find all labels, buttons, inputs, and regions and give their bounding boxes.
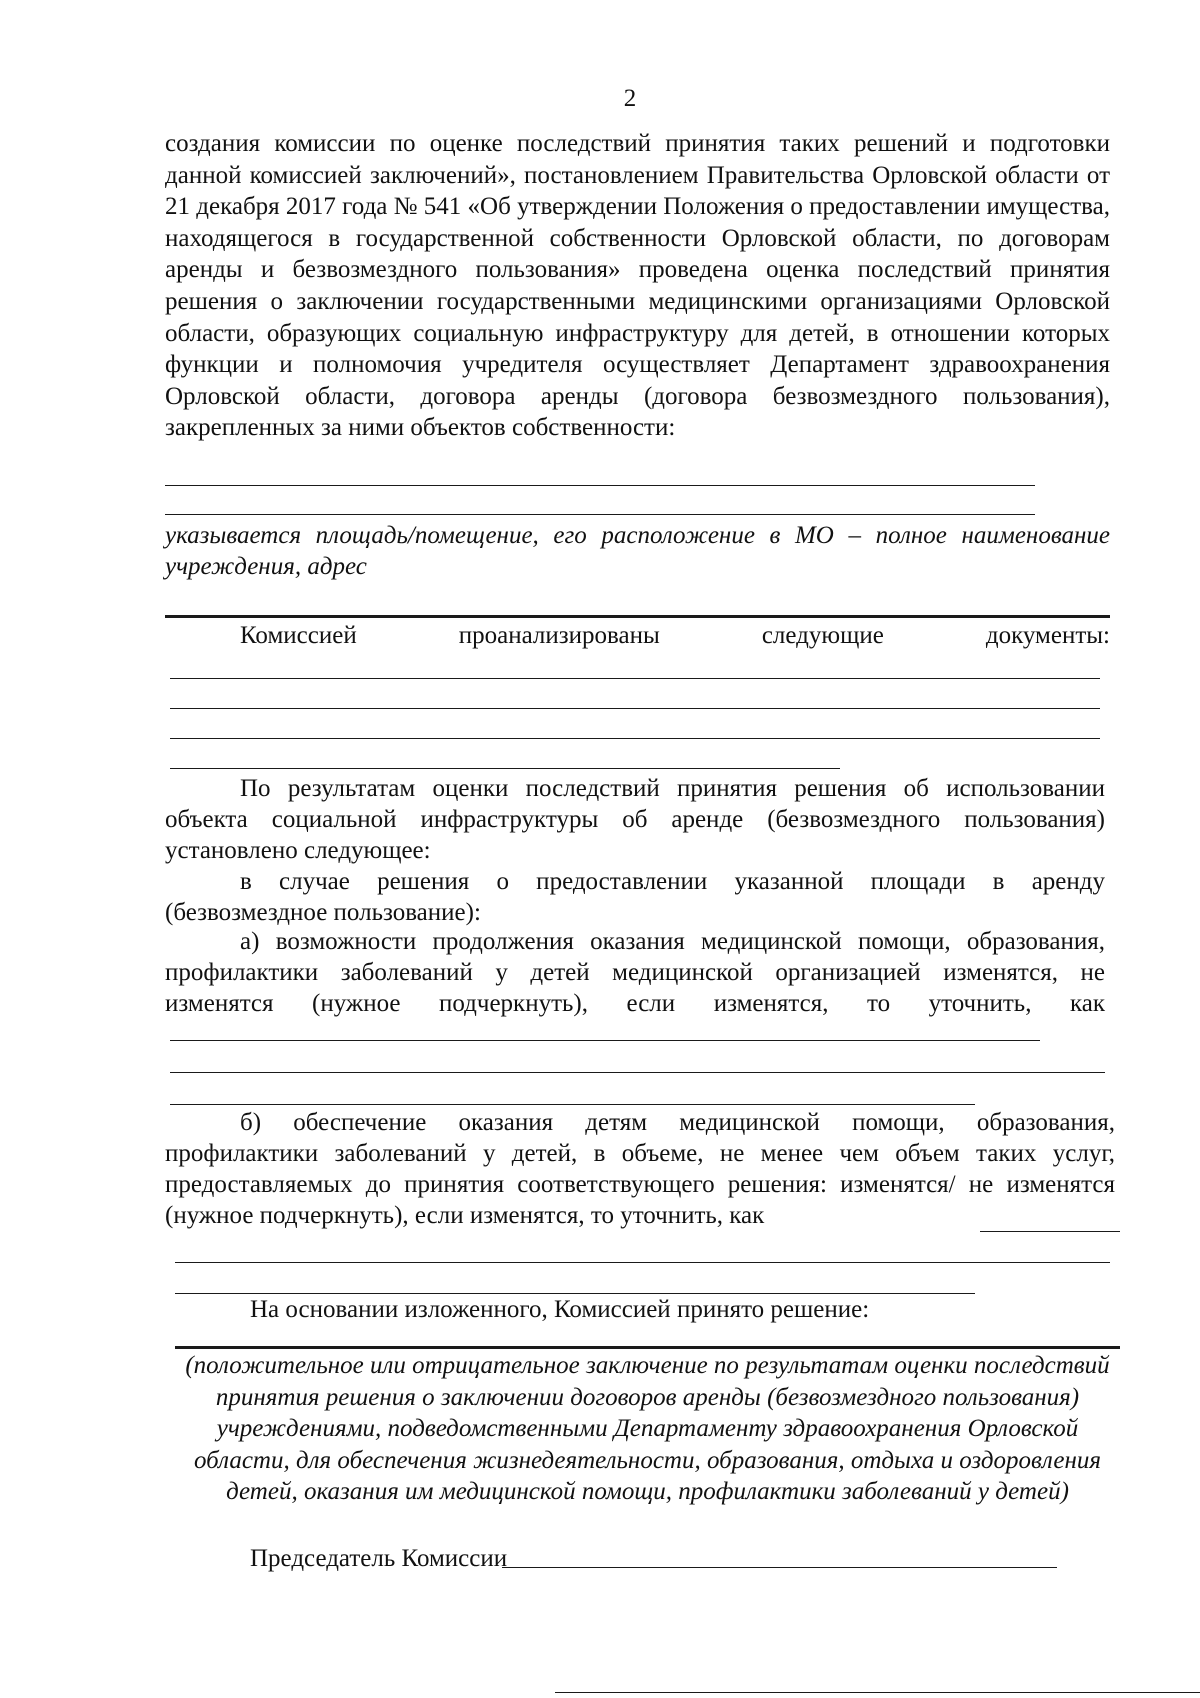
object-blank-line[interactable]	[165, 485, 1035, 486]
object-blank-line[interactable]	[165, 514, 1035, 515]
object-field-underline[interactable]	[165, 615, 1110, 618]
footer-line	[555, 1692, 1200, 1693]
documents-word: документы:	[985, 622, 1110, 649]
results-paragraph: По результатам оценки последствий принятия решения об использовании объекта социальной инфраструктуры об аренде (безвозмездного пользования) установлено следующее:	[165, 775, 1105, 864]
item-b-blank-line[interactable]	[175, 1262, 1110, 1263]
documents-heading	[240, 620, 1110, 651]
page-number: 2	[623, 85, 637, 112]
item-b-paragraph: б) обеспечение оказания детям медицинской помощи, образования, профилактики заболеваний у детей, в объеме, не менее чем объем таких услуг, предоставляемых до принятия соответствующего решения: изменятся/ не изменятся (нужное подчеркнуть), если изменятся, то уточнить, как	[165, 1109, 1115, 1229]
documents-word: Комиссией	[240, 622, 357, 649]
documents-blank-line[interactable]	[170, 678, 1100, 679]
documents-blank-line[interactable]	[170, 768, 840, 769]
object-hint: указывается площадь/помещение, его расположение в МО – полное наименование учреждения, адрес	[165, 522, 1110, 580]
intro-paragraph: создания комиссии по оценке последствий принятия таких решений и подготовки данной комиссией заключений», постановлением Правительства Орловской области от 21 декабря 2017 года № 541 «Об утверждении Положения о предоставлении имущества, находящегося в государственной собственности Орловской области, по договорам аренды и безвозмездного пользования» проведена оценка последствий принятия решения о заключении государственными медицинскими организациями Орловской области, образующих социальную инфраструктуру для детей, в отношении которых функции и полномочия учредителя осуществляет Департамент здравоохранения Орловской области, договора аренды (договора безвозмездного пользования), закрепленных за ними объектов собственности:	[165, 130, 1110, 442]
decision-hint: (положительное или отрицательное заключение по результатам оценки последствий принятия решения о заключении договоров аренды (безвозмездного пользования) учреждениями, подведомственными Департаменту здравоохранения Орловской области, для обеспечения жизнедеятельности, образования, отдыха и оздоровления детей, оказания им медицинской помощи, профилактики заболеваний у детей)	[185, 1352, 1110, 1505]
documents-blank-line[interactable]	[170, 708, 1100, 709]
decision-intro: На основании изложенного, Комиссией принято решение:	[250, 1296, 870, 1323]
signature-label: Председатель Комиссии	[250, 1545, 508, 1572]
item-b-blank-line[interactable]	[980, 1231, 1120, 1232]
item-a-blank-line[interactable]	[170, 1072, 1105, 1073]
item-a-paragraph: а) возможности продолжения оказания медицинской помощи, образования, профилактики заболеваний у детей медицинской организацией изменятся, не изменятся (нужное подчеркнуть), если изменятся, то уточнить, как	[165, 928, 1105, 1017]
item-a-blank-line[interactable]	[170, 1040, 1040, 1041]
signature-line[interactable]	[502, 1567, 1057, 1568]
documents-blank-line[interactable]	[170, 738, 1100, 739]
decision-field-underline[interactable]	[175, 1346, 1120, 1349]
case-paragraph: в случае решения о предоставлении указанной площади в аренду (безвозмездное пользование):	[165, 868, 1105, 926]
documents-word: следующие	[761, 622, 884, 649]
item-a-blank-line[interactable]	[170, 1104, 975, 1105]
documents-word: проанализированы	[458, 622, 660, 649]
